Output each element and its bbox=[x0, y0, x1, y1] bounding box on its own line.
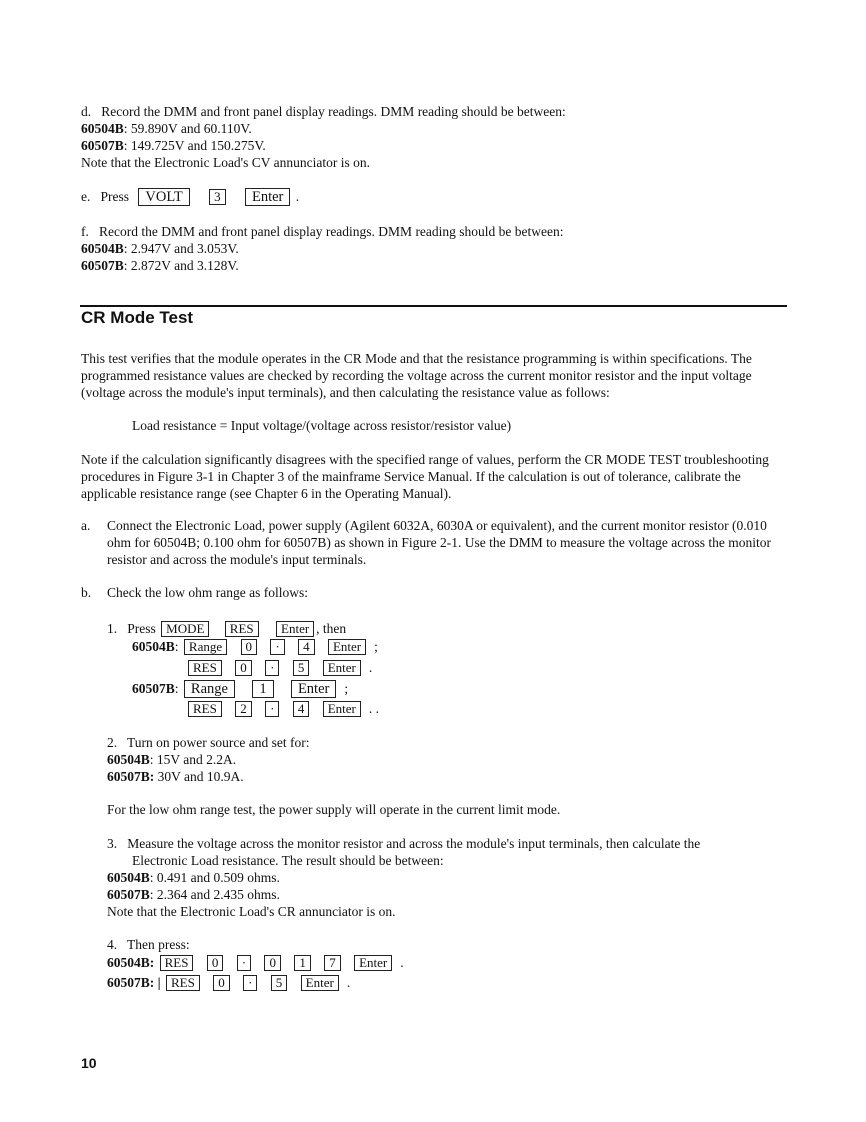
digit-0-key: 0 bbox=[207, 955, 224, 971]
section-title: CR Mode Test bbox=[81, 308, 194, 327]
decimal-key: · bbox=[237, 955, 251, 971]
model-label: 60507B bbox=[81, 138, 124, 153]
range-key: Range bbox=[184, 639, 227, 655]
setting-line-60504b bbox=[107, 751, 236, 768]
punct: : bbox=[174, 639, 179, 654]
spec-range: : 2.947V and 3.053V. bbox=[123, 241, 239, 256]
digit-5-key: 5 bbox=[271, 975, 288, 991]
digit-0-key: 0 bbox=[264, 955, 281, 971]
step-text: Measure the voltage across the monitor resistor and across the module's input terminals, then calculate the bbox=[127, 836, 701, 851]
step-f bbox=[81, 223, 564, 240]
punct: ; bbox=[374, 639, 378, 654]
spec-line-60504b bbox=[81, 120, 252, 137]
model-label: 60504B bbox=[81, 241, 124, 256]
section-note: Note if the calculation significantly disagrees with the specified range of values, perform the CR MODE TEST troubleshooting procedures in Figure 3-1 in Chapter 3 of the mainframe Service Manual. If the calculation is out of tolerance, calibrate the applicable resistance range (see Chapter 6 in the Operating Manual). bbox=[81, 452, 769, 501]
res-key: RES bbox=[188, 701, 222, 717]
digit-2-key: 2 bbox=[235, 701, 252, 717]
section-intro: This test verifies that the module operates in the CR Mode and that the resistance programming is within specifications. The programmed resistance values are checked by recording the voltage across the current monitor resistor and the input voltage (voltage across the module's input terminals), and then calculating the resistance value as follows: bbox=[81, 351, 752, 400]
enter-key: Enter bbox=[291, 680, 336, 698]
punct: . bbox=[400, 955, 404, 970]
digit-0-key: 0 bbox=[235, 660, 252, 676]
step-marker: 4. bbox=[107, 937, 118, 952]
res-key: RES bbox=[188, 660, 222, 676]
digit-4-key: 4 bbox=[298, 639, 315, 655]
key-sequence-60507b-range bbox=[132, 680, 348, 698]
res-key: RES bbox=[225, 621, 259, 637]
setting-value: : 15V and 2.2A. bbox=[149, 752, 237, 767]
result-line-60504b bbox=[107, 869, 280, 886]
range-key: Range bbox=[184, 680, 235, 698]
model-label: 60507B bbox=[132, 681, 175, 696]
punct: : bbox=[174, 681, 179, 696]
spec-range: : 59.890V and 60.110V. bbox=[123, 121, 252, 136]
digit-1-key: 1 bbox=[252, 680, 273, 698]
digit-7-key: 7 bbox=[324, 955, 341, 971]
spec-line-60507b bbox=[81, 137, 266, 154]
model-label: 60504B: bbox=[107, 955, 155, 970]
decimal-key: · bbox=[243, 975, 257, 991]
section-divider bbox=[80, 305, 787, 307]
spec-line-60504b bbox=[81, 240, 239, 257]
model-label: 60507B bbox=[107, 887, 150, 902]
then-text: , then bbox=[316, 621, 347, 636]
mode-key: MODE bbox=[161, 621, 209, 637]
decimal-key: · bbox=[270, 639, 284, 655]
page-number: 10 bbox=[81, 1055, 97, 1071]
step-text: Turn on power source and set for: bbox=[127, 735, 310, 750]
decimal-key: · bbox=[265, 660, 279, 676]
press-label: Press bbox=[127, 621, 156, 636]
step-marker: 2. bbox=[107, 735, 118, 750]
enter-key: Enter bbox=[328, 639, 366, 655]
step-text-cont: Electronic Load resistance. The result should be between: bbox=[132, 853, 444, 868]
sub-step-4 bbox=[107, 936, 190, 953]
setting-line-60507b bbox=[107, 768, 244, 785]
step-marker: e. bbox=[81, 189, 91, 204]
digit-1-key: 1 bbox=[294, 955, 311, 971]
step-a-text: Connect the Electronic Load, power supply (Agilent 6032A, 6030A or equivalent), and the current monitor resistor (0.010 ohm for 60504B; 0.100 ohm for 60507B) as shown in Figure 2-1. Use the DMM to measure the voltage across the monitor resistor and across the module's input terminals. bbox=[107, 518, 772, 567]
enter-key: Enter bbox=[276, 621, 314, 637]
model-label: 60504B bbox=[107, 752, 150, 767]
model-label: 60507B bbox=[81, 258, 124, 273]
setting-value: 30V and 10.9A. bbox=[154, 769, 244, 784]
sub-step-1 bbox=[107, 620, 346, 637]
punct: . . bbox=[368, 701, 379, 716]
digit-0-key: 0 bbox=[241, 639, 258, 655]
punct: . bbox=[295, 189, 300, 204]
step-text: Then press: bbox=[127, 937, 190, 952]
key-sequence-60507b-final bbox=[107, 974, 350, 991]
res-key: RES bbox=[166, 975, 200, 991]
sub-step-2 bbox=[107, 734, 309, 751]
model-label: 60507B: | bbox=[107, 975, 161, 990]
step-a-marker: a. bbox=[81, 518, 91, 533]
spec-range: : 2.872V and 3.128V. bbox=[123, 258, 239, 273]
step-text: Record the DMM and front panel display readings. DMM reading should be between: bbox=[101, 104, 566, 119]
enter-key: Enter bbox=[323, 660, 361, 676]
spec-range: : 149.725V and 150.275V. bbox=[123, 138, 266, 153]
punct: . bbox=[368, 660, 373, 675]
digit-3-key: 3 bbox=[209, 189, 226, 205]
decimal-key: · bbox=[265, 701, 279, 717]
model-label: 60507B: bbox=[107, 769, 155, 784]
model-label: 60504B bbox=[81, 121, 124, 136]
cr-note: Note that the Electronic Load's CR annunciator is on. bbox=[107, 904, 396, 919]
step-marker: d. bbox=[81, 104, 92, 119]
step-b-marker: b. bbox=[81, 585, 92, 600]
enter-key: Enter bbox=[301, 975, 339, 991]
enter-key: Enter bbox=[323, 701, 361, 717]
result-range: : 2.364 and 2.435 ohms. bbox=[149, 887, 280, 902]
volt-key: VOLT bbox=[138, 188, 189, 206]
step-marker: f. bbox=[81, 224, 89, 239]
key-sequence-60504b-range bbox=[132, 638, 378, 655]
cv-note: Note that the Electronic Load's CV annunciator is on. bbox=[81, 155, 370, 170]
key-sequence-60507b-res bbox=[186, 700, 379, 717]
key-sequence-60504b-res bbox=[186, 659, 372, 676]
step-marker: 3. bbox=[107, 836, 118, 851]
enter-key: Enter bbox=[354, 955, 392, 971]
result-line-60507b bbox=[107, 886, 280, 903]
step-e bbox=[81, 188, 299, 206]
current-limit-note: For the low ohm range test, the power supply will operate in the current limit mode. bbox=[107, 802, 561, 817]
digit-4-key: 4 bbox=[293, 701, 310, 717]
punct: ; bbox=[344, 681, 349, 696]
result-range: : 0.491 and 0.509 ohms. bbox=[149, 870, 280, 885]
step-text: Record the DMM and front panel display readings. DMM reading should be between: bbox=[99, 224, 564, 239]
res-key: RES bbox=[160, 955, 194, 971]
key-sequence-60504b-final bbox=[107, 954, 404, 971]
spec-line-60507b bbox=[81, 257, 239, 274]
step-marker: 1. bbox=[107, 621, 118, 636]
digit-0-key: 0 bbox=[213, 975, 230, 991]
formula: Load resistance = Input voltage/(voltage across resistor/resistor value) bbox=[132, 418, 512, 433]
enter-key: Enter bbox=[245, 188, 290, 206]
step-d bbox=[81, 103, 566, 120]
digit-5-key: 5 bbox=[293, 660, 310, 676]
model-label: 60504B bbox=[132, 639, 175, 654]
step-b-text: Check the low ohm range as follows: bbox=[107, 585, 308, 600]
sub-step-3 bbox=[107, 835, 700, 852]
punct: . bbox=[346, 975, 351, 990]
press-label: Press bbox=[100, 189, 130, 204]
model-label: 60504B bbox=[107, 870, 150, 885]
